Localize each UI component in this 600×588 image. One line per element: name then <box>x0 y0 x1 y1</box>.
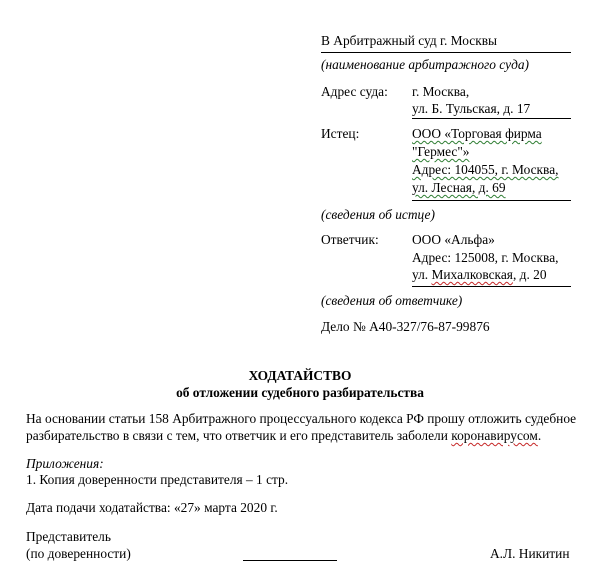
defendant-caption: (сведения об ответчике) <box>321 293 463 308</box>
court-underline <box>321 52 571 53</box>
plaintiff-underline <box>412 200 571 201</box>
plaintiff-address-line1: Адрес: 104055, г. Москва, <box>412 162 559 177</box>
defendant-street-suffix: , д. 20 <box>512 267 547 282</box>
document-subtitle: об отложении судебного разбирательства <box>176 385 424 400</box>
signature-line <box>243 560 337 561</box>
court-address-label: Адрес суда: <box>321 84 388 99</box>
defendant-street-prefix: ул. <box>412 267 432 282</box>
document-title: ХОДАТАЙСТВО <box>248 368 352 383</box>
court-line: В Арбитражный суд г. Москвы <box>321 33 498 48</box>
signature-role-line1: Представитель <box>26 529 111 544</box>
plaintiff-address-line2: ул. Лесная, д. 69 <box>412 180 506 195</box>
court-caption: (наименование арбитражного суда) <box>321 57 529 72</box>
filing-date: Дата подачи ходатайства: «27» марта 2020 г. <box>26 500 278 515</box>
plaintiff-name-line2: "Гермес"» <box>412 144 470 159</box>
attachments-label: Приложения: <box>26 456 104 471</box>
plaintiff-caption: (сведения об истце) <box>321 207 435 222</box>
defendant-address-line1: Адрес: 125008, г. Москва, <box>412 250 559 265</box>
body-line1: На основании статьи 158 Арбитражного процессуального кодекса РФ прошу отложить судебное <box>26 411 577 426</box>
defendant-underline <box>412 286 571 287</box>
court-address-line1: г. Москва, <box>412 84 470 99</box>
defendant-street-name: Михалковская <box>431 267 513 282</box>
court-address-line2: ул. Б. Тульская, д. 17 <box>412 101 531 116</box>
defendant-label: Ответчик: <box>321 232 379 247</box>
plaintiff-label: Истец: <box>321 126 360 141</box>
defendant-address-line2 <box>412 267 547 284</box>
body-line2-word: коронавирусом <box>451 428 538 443</box>
body-line2 <box>26 428 541 445</box>
court-address-underline <box>412 118 571 119</box>
body-line2-text: разбирательство в связи с тем, что ответчик и его представитель заболели <box>26 428 452 443</box>
signature-role-line2: (по доверенности) <box>26 546 131 561</box>
defendant-name: ООО «Альфа» <box>412 232 495 247</box>
attachment-item-1: 1. Копия доверенности представителя – 1 стр. <box>26 472 289 487</box>
case-number: Дело № А40-327/76-87-99876 <box>321 319 490 334</box>
signature-name: А.Л. Никитин <box>490 546 570 561</box>
body-line2-suffix: . <box>537 428 542 443</box>
plaintiff-name-line1: ООО «Торговая фирма <box>412 126 542 141</box>
